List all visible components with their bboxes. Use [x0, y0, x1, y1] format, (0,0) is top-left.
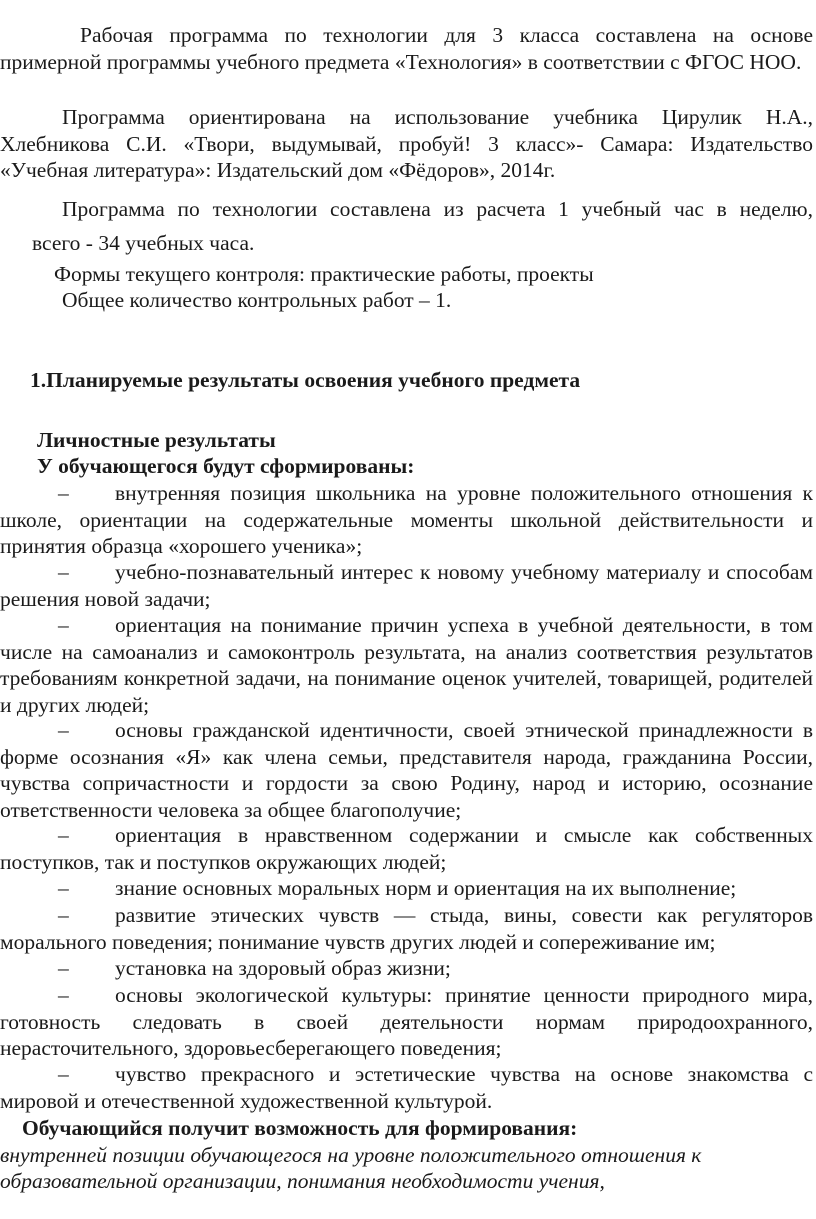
- personal-result-item: [0, 612, 813, 718]
- intro-paragraph-3-line-1: Программа по технологии составлена из расчета 1 учебный час в неделю,: [62, 197, 813, 221]
- personal-result-text: развитие этических чувств — стыда, вины, совести как регуляторов морального поведения; понимание чувств других людей и сопереживание им;: [0, 903, 813, 954]
- personal-result-item: [0, 902, 813, 955]
- personal-result-text: чувство прекрасного и эстетические чувства на основе знакомства с мировой и отечественной художественной культурой.: [0, 1062, 813, 1113]
- personal-result-text: учебно-познавательный интерес к новому учебному материалу и способам решения новой задачи;: [0, 560, 813, 611]
- personal-result-text: знание основных моральных норм и ориентация на их выполнение;: [115, 876, 737, 900]
- personal-result-item: [0, 875, 813, 902]
- personal-result-item: [0, 822, 813, 875]
- personal-results-subheading: У обучающегося будут сформированы:: [37, 454, 415, 478]
- intro-paragraph-2: Программа ориентирована на использование учебника Цирулик Н.А., Хлебникова С.И. «Твори, выдумывай, пробуй! 3 класс»- Самара: Издательство «Учебная литература»: Издательский дом «Фёдоров», 2014г.: [0, 105, 813, 182]
- dash-marker: –: [58, 876, 69, 900]
- dash-marker: –: [58, 560, 69, 584]
- dash-marker: –: [58, 481, 69, 505]
- personal-result-text: установка на здоровый образ жизни;: [115, 956, 451, 980]
- personal-result-text: основы гражданской идентичности, своей этнической принадлежности в форме осознания «Я» как члена семьи, представителя народа, гражданина России, чувства сопричастности и гордости за свою Родину, народ и историю, осознание ответственности человека за общее благополучие;: [0, 718, 813, 822]
- dash-marker: –: [58, 983, 69, 1007]
- personal-results-heading: Личностные результаты: [37, 428, 276, 452]
- personal-result-item: [0, 955, 813, 982]
- personal-result-item: [0, 717, 813, 823]
- control-works-count-line: Общее количество контрольных работ – 1.: [62, 288, 452, 312]
- opportunity-text-line-2: образовательной организации, понимания необходимости учения,: [0, 1169, 605, 1193]
- personal-result-item: [0, 559, 813, 612]
- dash-marker: –: [58, 956, 69, 980]
- dash-marker: –: [58, 823, 69, 847]
- personal-result-text: ориентация на понимание причин успеха в учебной деятельности, в том числе на самоанализ и самоконтроль результата, на анализ соответствия результатов требованиям конкретной задачи, на понимание оценок учителей, товарищей, родителей и других людей;: [0, 613, 813, 717]
- personal-result-item: [0, 480, 813, 560]
- dash-marker: –: [58, 1062, 69, 1086]
- dash-marker: –: [58, 718, 69, 742]
- intro-paragraph-1: Рабочая программа по технологии для 3 класса составлена на основе примерной программы учебного предмета «Технология» в соответствии с ФГОС НОО.: [0, 23, 813, 74]
- personal-result-text: внутренняя позиция школьника на уровне положительного отношения к школе, ориентации на содержательные моменты школьной действительности и принятия образца «хорошего ученика»;: [0, 481, 813, 558]
- personal-result-item: [0, 982, 813, 1062]
- personal-result-text: основы экологической культуры: принятие ценности природного мира, готовность следовать в своей деятельности нормам природоохранного, нерасточительного, здоровьесберегающего поведения;: [0, 983, 813, 1060]
- intro-paragraph-3-line-2: всего - 34 учебных часа.: [32, 231, 255, 255]
- control-forms-line: Формы текущего контроля: практические работы, проекты: [54, 262, 594, 286]
- personal-result-text: ориентация в нравственном содержании и смысле как собственных поступков, так и поступков окружающих людей;: [0, 823, 813, 874]
- opportunity-text-line-1: внутренней позиции обучающегося на уровне положительного отношения к: [0, 1143, 702, 1167]
- personal-result-item: [0, 1061, 813, 1114]
- dash-marker: –: [58, 613, 69, 637]
- opportunity-heading: Обучающийся получит возможность для формирования:: [22, 1116, 578, 1140]
- dash-marker: –: [58, 903, 69, 927]
- section-heading-planned-results: 1.Планируемые результаты освоения учебного предмета: [30, 368, 581, 392]
